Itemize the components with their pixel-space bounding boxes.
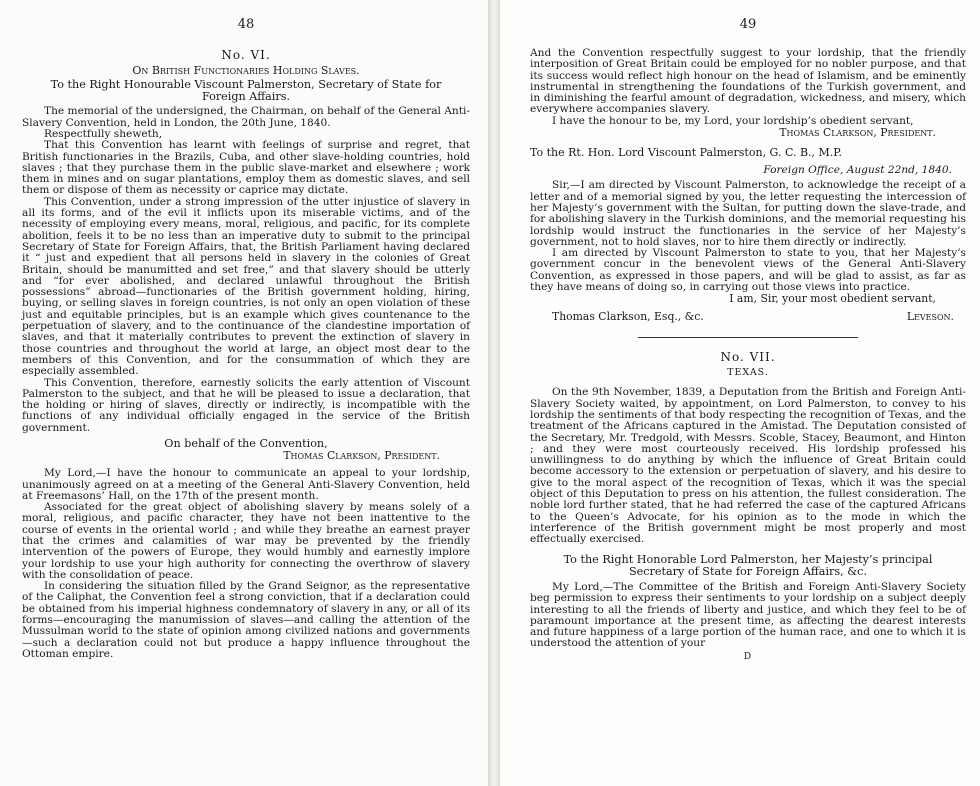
addressee-row <box>530 311 966 323</box>
memorial-addressee: To the Right Honourable Viscount Palmerston, Secretary of State for Foreign Affairs. <box>50 78 442 104</box>
dateline: Foreign Office, August 22nd, 1840. <box>763 164 952 177</box>
reply-paragraph: Sir,—I am directed by Viscount Palmerston, to acknowledge the receipt of a letter and of a memorial signed by you, the letter requesting the intercession of her Majesty’s government with the Sultan, for putting down the slave-trade, and for abolishing slavery in the Turkish dominions, and the memorial requesting his lordship would instruct the functionaries in the service of her Majesty’s government, not to hold slaves, nor to hire them directly or indirectly. <box>530 179 966 248</box>
reply-signature: Leveson. <box>906 310 954 324</box>
continuation-paragraph: And the Convention respectfully suggest to your lordship, that the friendly interposition of Great Britain could be employed for no nobler purpose, and that its success would reflect high honour on the head of Islamism, and be eminently instrumental in strengthening the foundations of the Turkish government, and in diminishing the fearful amount of degradation, wickedness, and misery, which everywhere accompanies slavery. <box>530 47 966 116</box>
right-page <box>500 0 980 786</box>
signature: Thomas Clarkson, President. <box>283 449 440 463</box>
letter-paragraph: Associated for the great object of abolishing slavery by means solely of a moral, religious, and pacific character, they have not been inattentive to the course of events in the oriental world ; and while they breathe an earnest prayer that the crimes and calamities of war may be prevented by the friendly intervention of the powers of Europe, they would humbly and earnestly implore your lordship to use your high authority for connecting the overthrow of slavery with the consolidation of peace. <box>22 501 470 581</box>
reply-paragraph: I am directed by Viscount Palmerston to state to you, that her Majesty’s government concur in the benevolent views of the General Anti-Slavery Convention, as expressed in those papers, and will be glad to assist, as far as they have means of doing so, in carrying out those views into practice. <box>530 247 966 294</box>
left-page <box>0 0 488 786</box>
section-title: On British Functionaries Holding Slaves. <box>132 64 360 77</box>
memorial-paragraph: Respectfully sheweth, <box>44 128 163 140</box>
closing-signature: Thomas Clarkson, President. <box>779 126 936 140</box>
reply-closing: I am, Sir, your most obedient servant, <box>729 292 936 306</box>
section-number: No. VI. <box>221 48 271 62</box>
memorial-paragraph: This Convention, therefore, earnestly solicits the early attention of Viscount Palmerston to the subject, and that he will be pleased to issue a declaration, that the holding or hiring of slaves, directly or indirectly, is incompatible with the functions of any individual officially engaged in the service of the British government. <box>22 376 470 434</box>
on-behalf-line: On behalf of the Convention, <box>164 437 328 451</box>
memorial-paragraph: The memorial of the undersigned, the Chairman, on behalf of the General Anti-Slavery Convention, held in London, the 20th June, 1840. <box>22 105 470 129</box>
section-title: TEXAS. <box>727 367 769 379</box>
section-divider <box>638 337 858 338</box>
closing-line: I have the honour to be, my Lord, your lordship’s obedient servant, <box>552 114 914 127</box>
page-number: 49 <box>739 17 757 32</box>
texas-paragraph: On the 9th November, 1839, a Deputation from the British and Foreign Anti-Slavery Society waited, by appointment, on Lord Palmerston, to convey to his lordship the sentiments of that body respecting the recognition of Texas, and the treatment of the Africans captured in the Amistad. The Deputation consisted of the Secretary, Mr. Tredgold, with Messrs. Scoble, Stacey, Beaumont, and Hinton ; and they were most courteously received. His lordship professed his unwillingness to do anything by which the influence of Great Britain could become accessory to the extension or perpetuation of slavery, and his desire to give to the moral aspect of the recognition of Texas, which it was the special object of this Deputation to press on his attention, the fullest consideration. The noble lord further stated, that he had referred the case of the captured Africans to the Queen’s Advocate, for his opinion as to the mode in which the interference of the British government might be most properly and most effectually exercised. <box>530 386 966 546</box>
texas-letter: My Lord,—The Committee of the British and Foreign Anti-Slavery Society beg permission to express their sentiments to your lordship on a subject deeply interesting to all the friends of liberty and justice, and which they feel to be of paramount importance at the present time, as affecting the dearest interests and future happiness of a large portion of the human race, and one to which it is understood the attention of your <box>530 580 966 650</box>
addressee-left: Thomas Clarkson, Esq., &c. <box>552 310 704 324</box>
page-number: 48 <box>237 17 255 32</box>
memorial-paragraph: This Convention, under a strong impression of the utter injustice of slavery in all its forms, and of the evil it inflicts upon its miserable victims, and of the necessity of employing every means, moral, religious, and pacific, for its complete abolition, feels it to be no less than an imperative duty to submit to the principal Secretary of State for Foreign Affairs, that, the British Parliament having declared it “ just and expedient that all persons held in slavery in the colonies of Great Britain, should be manumitted and set free,” and that slavery should be utterly and “for ever abolished, and declared unlawful throughout the British possessions” abroad—functionaries of the British government holding, hiring, buying, or selling slaves in foreign countries, is not only an open violation of these just and equitable principles, but is an example which gives countenance to the perpetuation of slavery, and to the continuance of the clandestine importation of slaves, and that it materially contributes to prevent the extinction of slavery in those countries and throughout the world at large, an object most dear to the members of this Convention, and for the consummation of which they are especially assembled. <box>22 195 470 378</box>
book-gutter <box>488 0 500 786</box>
letter-paragraph: My Lord,—I have the honour to communicate an appeal to your lordship, unanimously agreed on at a meeting of the General Anti-Slavery Convention, held at Freemasons’ Hall, on the 17th of the present month. <box>22 467 470 502</box>
recipient-line: To the Rt. Hon. Lord Viscount Palmerston, G. C. B., M.P. <box>530 146 842 160</box>
letter-paragraph: In considering the situation filled by the Grand Seignor, as the representative of the Caliphat, the Convention feel a strong conviction, that if a declaration could be obtained from his imperial highness condemnatory of slavery in any, or all of its forms—encouraging the manumission of slaves—and calling the attention of the Mussulman world to the state of opinion among civilized nations and governments—such a declaration could not but produce a happy influence throughout the Ottoman empire. <box>22 580 470 660</box>
texas-addressee: To the Right Honorable Lord Palmerston, her Majesty’s principal Secretary of State for Foreign Affairs, &c. <box>563 552 933 578</box>
section-number: No. VII. <box>720 350 776 365</box>
memorial-paragraph: That this Convention has learnt with feelings of surprise and regret, that British functionaries in the Brazils, Cuba, and other slave-holding countries, hold slaves ; that they purchase them in the public slave-market and elsewhere ; work them in mines and on sugar plantations, employ them as domestic slaves, and sell them or dispose of them as necessity or caprice may dictate. <box>22 139 470 197</box>
signature-mark: D <box>743 651 753 662</box>
